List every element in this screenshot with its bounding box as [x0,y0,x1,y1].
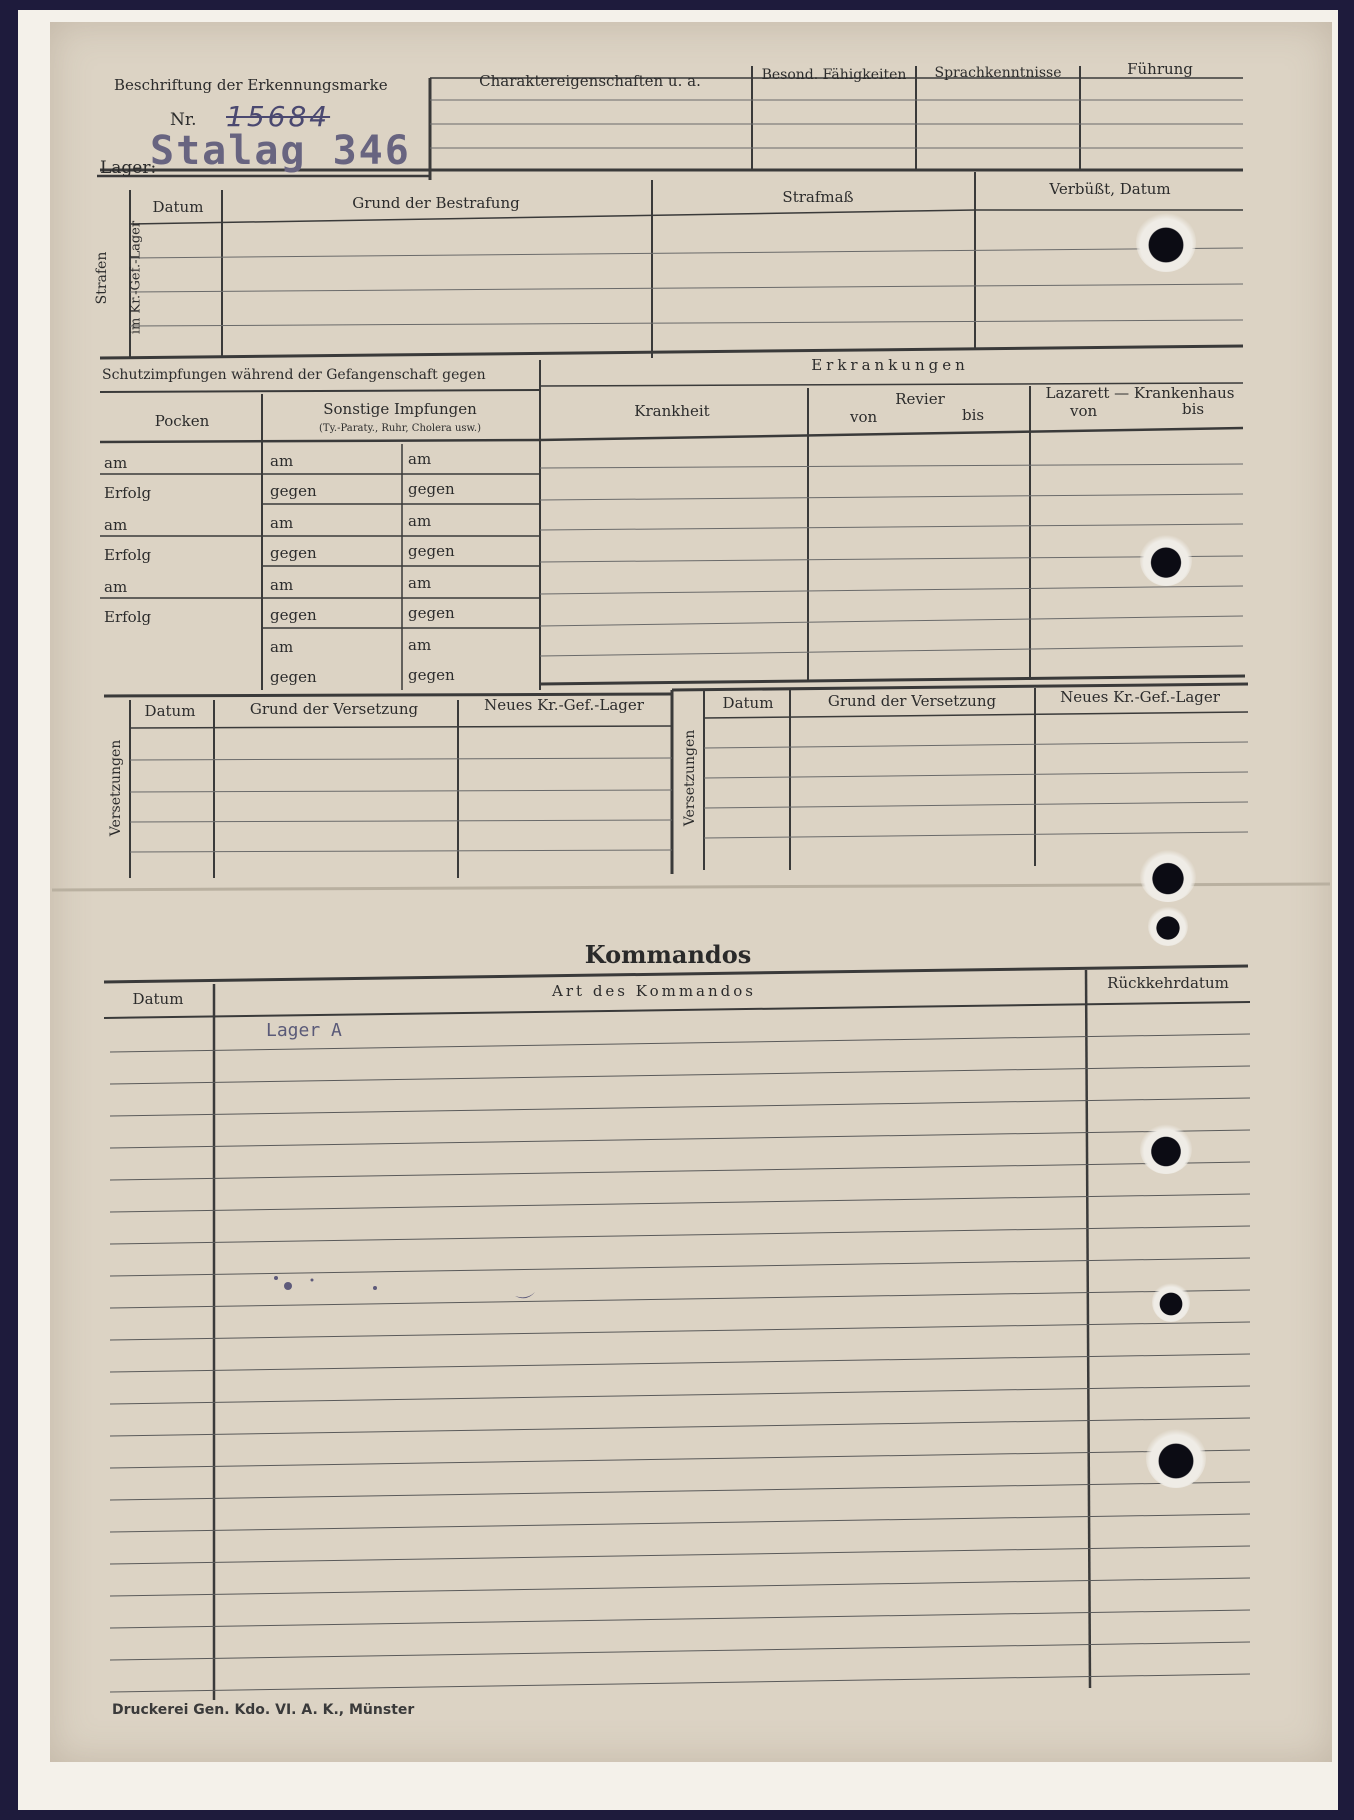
punch-hole [1148,906,1188,946]
erkrankungen-col-krankheit: Krankheit [634,402,710,420]
lager-stamp: Stalag 346 [150,128,411,174]
impfungen-title: Schutzimpfungen während der Gefangenschaft gegen [102,367,486,383]
sonstige-gegen: gegen [270,482,317,500]
col-fuehrung: Führung [1127,60,1193,78]
kommandos-col-art: Art des Kommandos [552,982,756,1000]
pocken-am: am [104,578,128,596]
sonstige-am: am [270,638,294,656]
erkennungsmarke-label: Beschriftung der Erkennungsmarke [114,76,388,94]
erkrankungen-col-revier: Revier [895,390,945,408]
punch-hole [1140,850,1196,902]
sonstige-am: am [270,452,294,470]
punch-hole [1136,212,1196,272]
lager-label: Lager: [100,158,157,178]
versetzungen-side-label-right: Versetzungen [682,729,698,827]
kommandos-title: Kommandos [584,940,752,969]
revier-bis: bis [962,406,985,424]
nr-label: Nr. [170,110,197,130]
punch-hole [1140,1124,1192,1174]
punch-hole [1152,1282,1190,1322]
col-charakter: Charaktereigenschaften u. a. [479,72,701,90]
lazarett-bis: bis [1182,400,1205,418]
versetzungen-col-grund-right: Grund der Versetzung [827,692,997,710]
strafen-col-verbuesst: Verbüßt, Datum [1049,180,1171,198]
punch-hole [1146,1428,1206,1488]
versetzungen-col-datum: Datum [144,702,196,720]
sonstige-gegen: gegen [408,542,455,560]
kommando-entry: Lager A [266,1020,342,1041]
impfungen-col-pocken: Pocken [154,412,210,430]
strafen-col-datum: Datum [152,198,204,216]
pocken-am: am [104,516,128,534]
strafen-col-grund: Grund der Bestrafung [352,194,520,212]
sonstige-gegen: gegen [408,666,455,684]
versetzungen-col-datum-right: Datum [722,694,774,712]
sonstige-am: am [408,636,432,654]
strafen-side-label-2: im Kr.-Gef.-Lager [128,220,144,335]
impfungen-col-sonstige: Sonstige Impfungen [323,400,477,418]
nr-value: 15684 [226,100,331,133]
pocken-erfolg: Erfolg [104,546,152,564]
col-sprachen: Sprachkenntnisse [934,65,1062,81]
sonstige-gegen: gegen [408,480,455,498]
sonstige-gegen: gegen [270,668,317,686]
sonstige-am: am [270,576,294,594]
impfungen-col-sonstige-sub: (Ty.-Paraty., Ruhr, Cholera usw.) [319,423,481,434]
erkrankungen-col-lazarett: Lazarett — Krankenhaus [1045,384,1235,402]
pocken-am: am [104,454,128,472]
sonstige-am: am [408,574,432,592]
revier-von: von [850,408,878,426]
versetzungen-col-neues: Neues Kr.-Gef.-Lager [484,696,644,714]
kommandos-col-rueckkehr: Rückkehrdatum [1107,974,1229,992]
sonstige-am: am [270,514,294,532]
versetzungen-side-label: Versetzungen [108,739,124,837]
printer-imprint: Druckerei Gen. Kdo. VI. A. K., Münster [112,1702,415,1718]
strafen-side-label: Strafen [94,251,110,305]
kommandos-col-datum: Datum [132,990,184,1008]
pocken-erfolg: Erfolg [104,484,152,502]
lazarett-von: von [1070,402,1098,420]
sonstige-gegen: gegen [408,604,455,622]
sonstige-am: am [408,450,432,468]
versetzungen-col-grund: Grund der Versetzung [249,700,419,718]
sonstige-gegen: gegen [270,606,317,624]
sonstige-am: am [408,512,432,530]
punch-hole [1140,534,1192,586]
pocken-erfolg: Erfolg [104,608,152,626]
sonstige-gegen: gegen [270,544,317,562]
erkrankungen-title: Erkrankungen [811,356,969,374]
strafen-col-strafmass: Strafmaß [782,188,854,206]
col-faehigkeiten: Besond. Fähigkeiten [761,67,907,83]
versetzungen-col-neues-right: Neues Kr.-Gef.-Lager [1060,688,1220,706]
